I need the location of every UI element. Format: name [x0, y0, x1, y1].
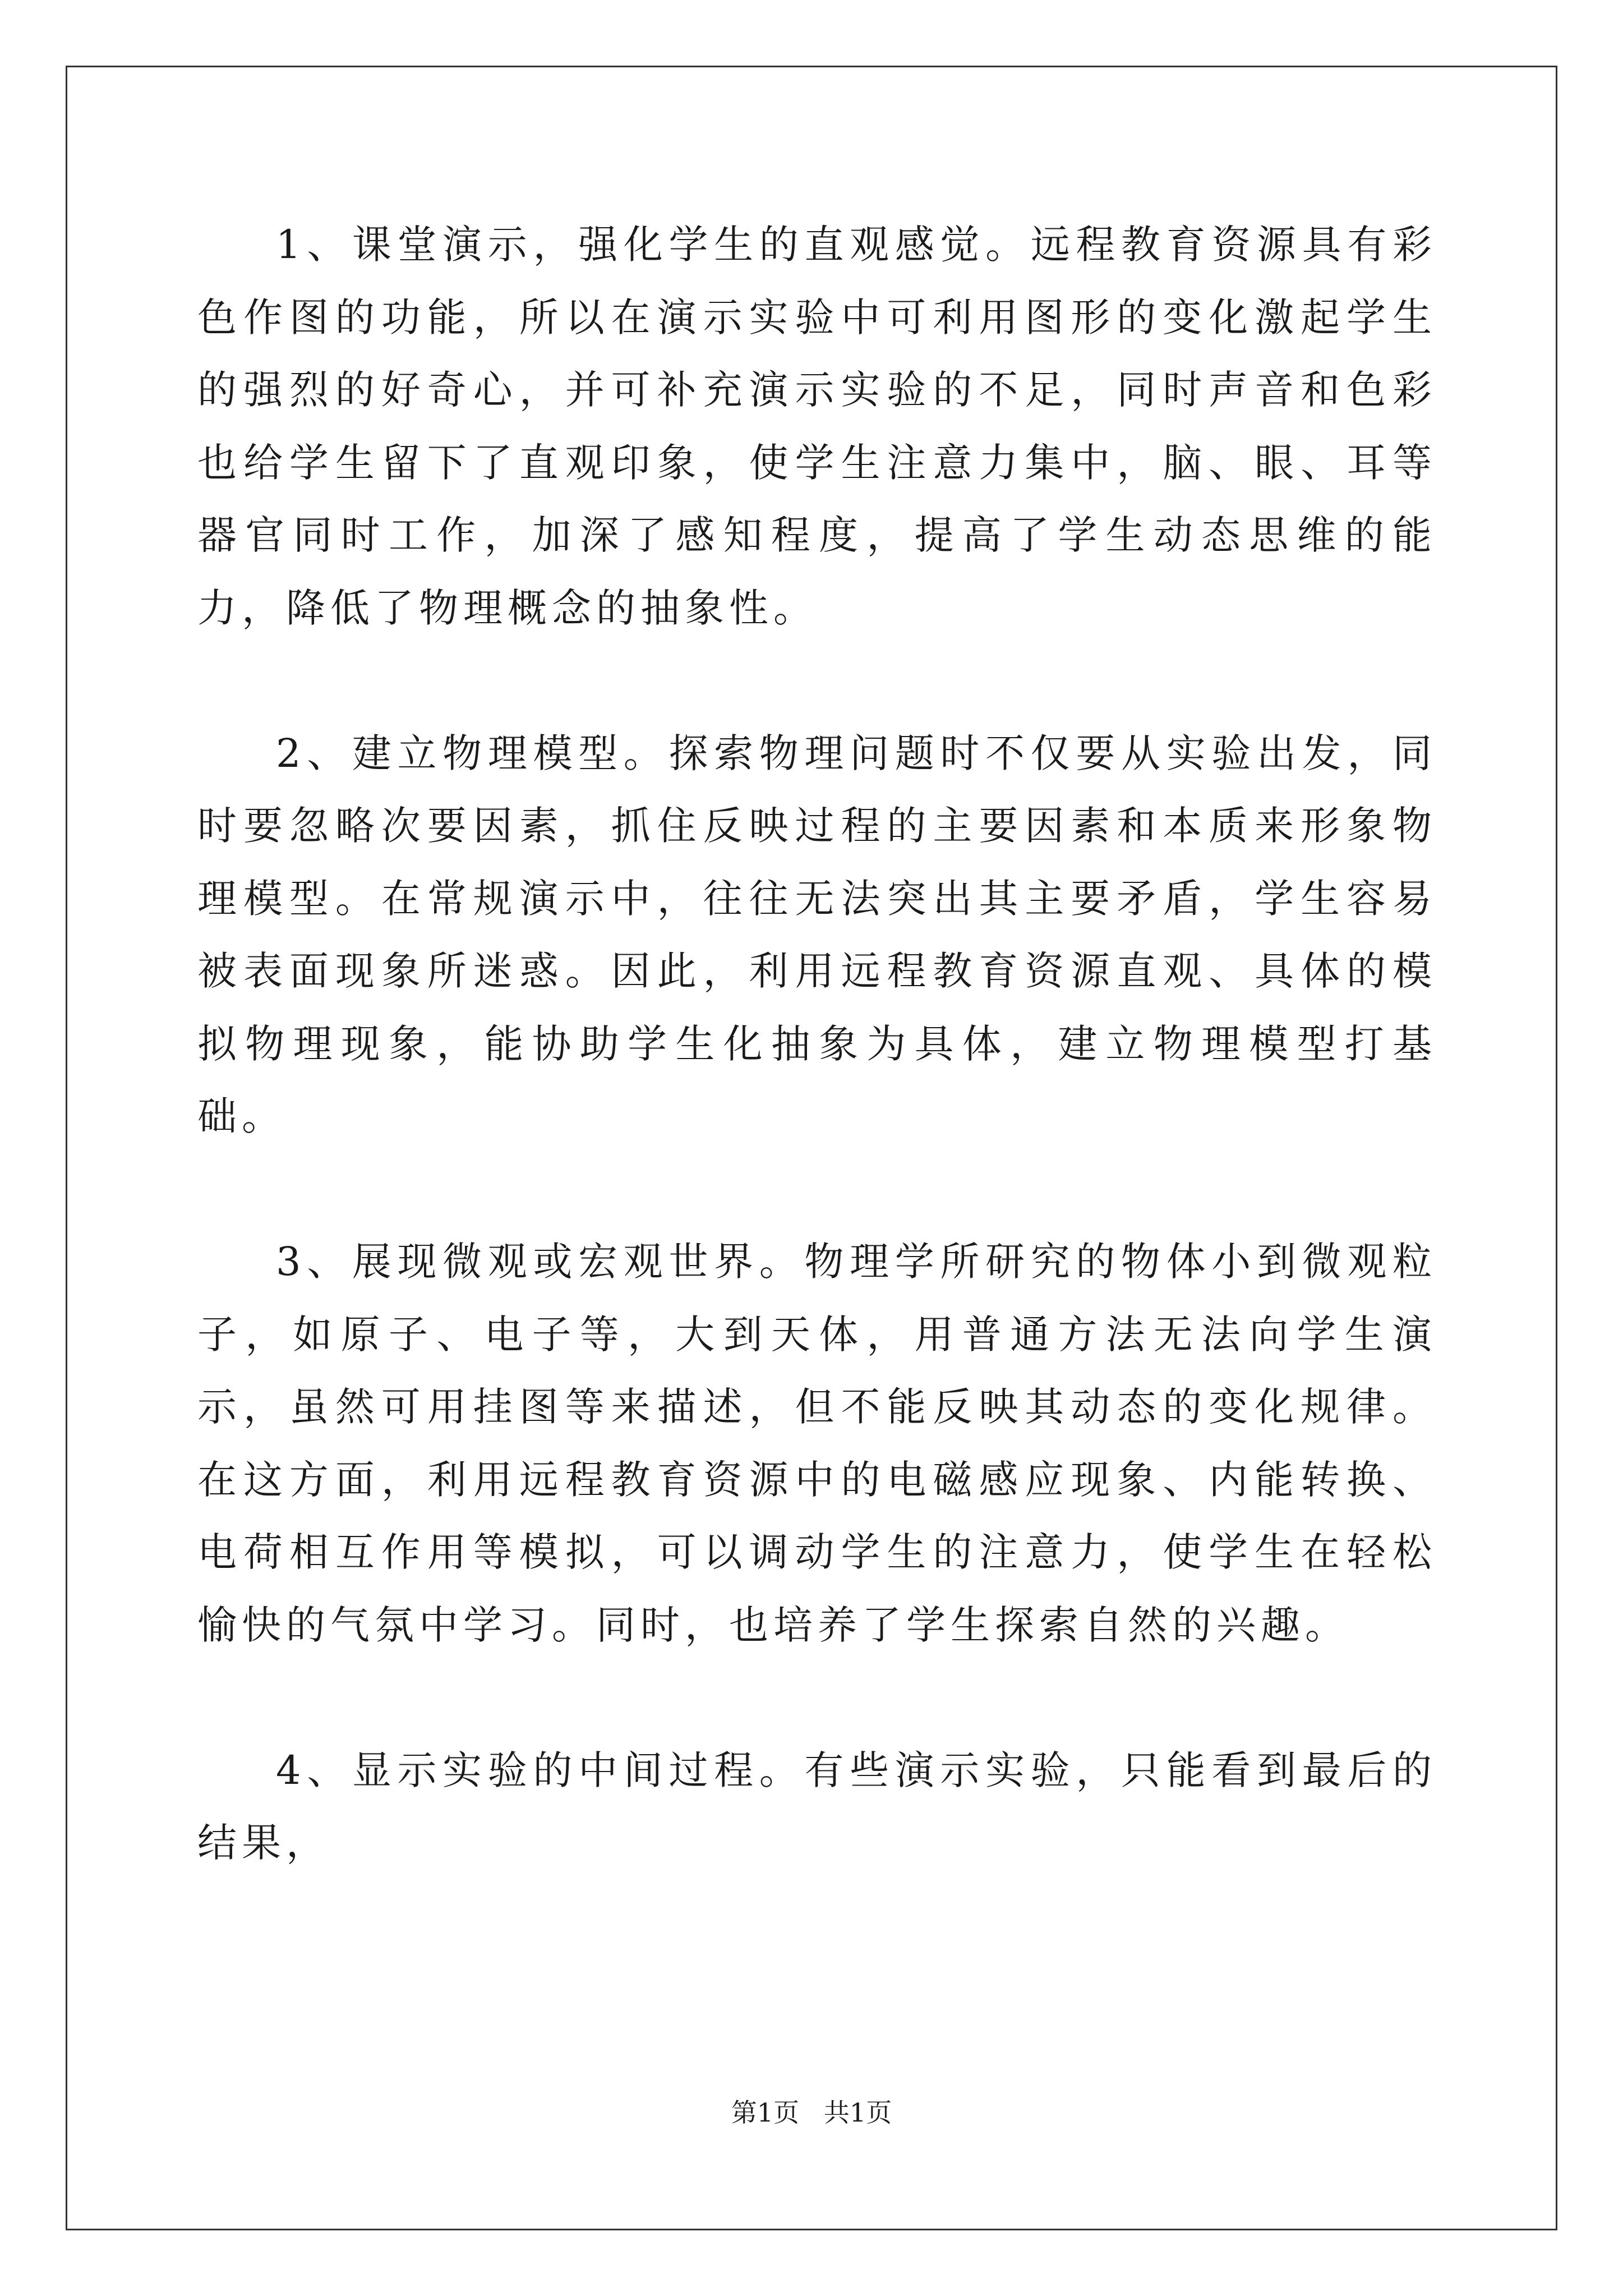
paragraph-3: 3、展现微观或宏观世界。物理学所研究的物体小到微观粒子，如原子、电子等，大到天体，用普通方法无法向学生演示，虽然可用挂图等来描述，但不能反映其动态的变化规律。在这方面，利用远程教育资源中的电磁感应现象、内能转换、电荷相互作用等模拟，可以调动学生的注意力，使学生在轻松愉快的气氛中学习。同时，也培养了学生探索自然的兴趣。 — [197, 1239, 1437, 1648]
page-footer: 第1页 共1页 — [731, 2097, 892, 2128]
paragraph-4: 4、显示实验的中间过程。有些演示实验，只能看到最后的结果， — [197, 1747, 1437, 1866]
paragraph-2: 2、建立物理模型。探索物理问题时不仅要从实验出发，同时要忽略次要因素，抓住反映过程的主要因素和本质来形象物理模型。在常规演示中，往往无法突出其主要矛盾，学生容易被表面现象所迷惑。因此，利用远程教育资源直观、具体的模拟物理现象，能协助学生化抽象为具体，建立物理模型打基础。 — [197, 730, 1437, 1139]
paragraph-1: 1、课堂演示，强化学生的直观感觉。远程教育资源具有彩色作图的功能，所以在演示实验中可利用图形的变化激起学生的强烈的好奇心，并可补充演示实验的不足，同时声音和色彩也给学生留下了直观印象，使学生注意力集中，脑、眼、耳等器官同时工作，加深了感知程度，提高了学生动态思维的能力，降低了物理概念的抽象性。 — [197, 222, 1437, 631]
document-body — [197, 209, 1437, 1952]
